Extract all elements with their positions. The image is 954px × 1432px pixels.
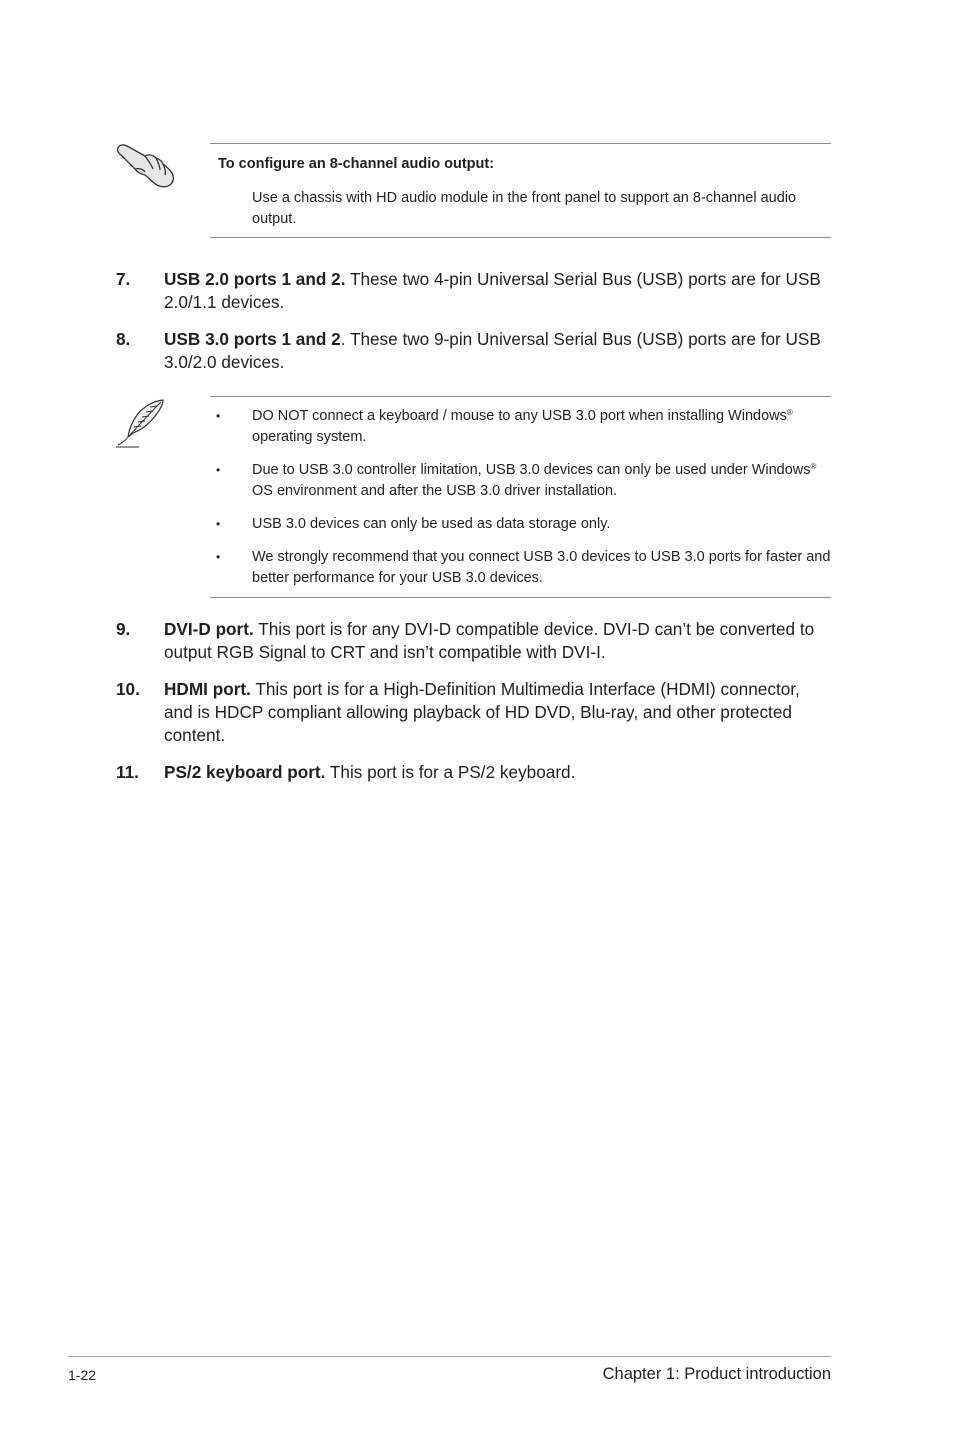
bullet-text: Due to USB 3.0 controller limitation, USB 3.0 devices can only be used under Windows — [252, 462, 811, 478]
note-bottom-rule — [210, 237, 831, 238]
note-top-rule — [210, 143, 831, 144]
chapter-title: Chapter 1: Product introduction — [602, 1365, 831, 1383]
note-body: Use a chassis with HD audio module in the front panel to support an 8-channel audio output. — [252, 190, 797, 227]
bullet-text: USB 3.0 devices can only be used as data storage only. — [252, 516, 611, 532]
item-title: USB 3.0 ports 1 and 2 — [164, 329, 341, 349]
item-number: 11. — [116, 762, 139, 782]
bullet-symbol: • — [216, 409, 221, 423]
item-text: This port is for any DVI-D compatible device. DVI-D can’t be converted to output RGB Signal to CRT and isn’t compatible with DVI-I. — [164, 619, 815, 662]
item-text: This port is for a High-Definition Multimedia Interface (HDMI) connector, and is HDCP compliant allowing playback of HD DVD, Blu-ray, and other protected content. — [164, 679, 800, 745]
item-title: USB 2.0 ports 1 and 2. — [164, 269, 346, 289]
registered-mark: ® — [786, 408, 793, 417]
list-item-dvi-d — [116, 618, 832, 664]
note-heading: To configure an 8-channel audio output: — [218, 156, 495, 172]
registered-mark: ® — [810, 462, 817, 471]
bullet-symbol: • — [216, 463, 221, 477]
note-top-rule — [210, 396, 831, 397]
list-item-usb2 — [116, 268, 832, 314]
list-item-ps2 — [116, 761, 832, 784]
item-title: DVI-D port. — [164, 619, 254, 639]
note-bullet — [216, 514, 832, 535]
page-number: 1-22 — [68, 1367, 97, 1383]
note-bullet — [216, 547, 832, 589]
list-item-usb3 — [116, 328, 832, 374]
note-bullet — [216, 460, 832, 502]
item-number: 7. — [116, 269, 131, 289]
note-bottom-rule — [210, 597, 831, 598]
hand-pointing-icon — [115, 142, 177, 190]
item-number: 8. — [116, 329, 131, 349]
item-number: 9. — [116, 619, 131, 639]
list-item-hdmi — [116, 678, 832, 747]
note-bullet-list — [216, 406, 832, 601]
item-text: . These two 9-pin Universal Serial Bus (USB) ports are for USB 3.0/2.0 devices. — [164, 329, 821, 372]
quill-pen-icon — [113, 397, 167, 451]
bullet-text-cont: operating system. — [252, 429, 367, 445]
bullet-symbol: • — [216, 550, 221, 564]
item-text: These two 4-pin Universal Serial Bus (USB) ports are for USB 2.0/1.1 devices. — [164, 269, 821, 312]
item-title: PS/2 keyboard port. — [164, 762, 326, 782]
item-text: This port is for a PS/2 keyboard. — [325, 762, 576, 782]
bullet-symbol: • — [216, 517, 221, 531]
item-number: 10. — [116, 679, 140, 699]
footer-rule — [68, 1356, 831, 1357]
bullet-text-cont: OS environment and after the USB 3.0 driver installation. — [252, 483, 618, 499]
note-bullet — [216, 406, 832, 448]
item-title: HDMI port. — [164, 679, 251, 699]
bullet-text: We strongly recommend that you connect USB 3.0 devices to USB 3.0 ports for faster and better performance for your USB 3.0 devices. — [252, 549, 831, 586]
bullet-text: DO NOT connect a keyboard / mouse to any USB 3.0 port when installing Windows — [252, 408, 787, 424]
